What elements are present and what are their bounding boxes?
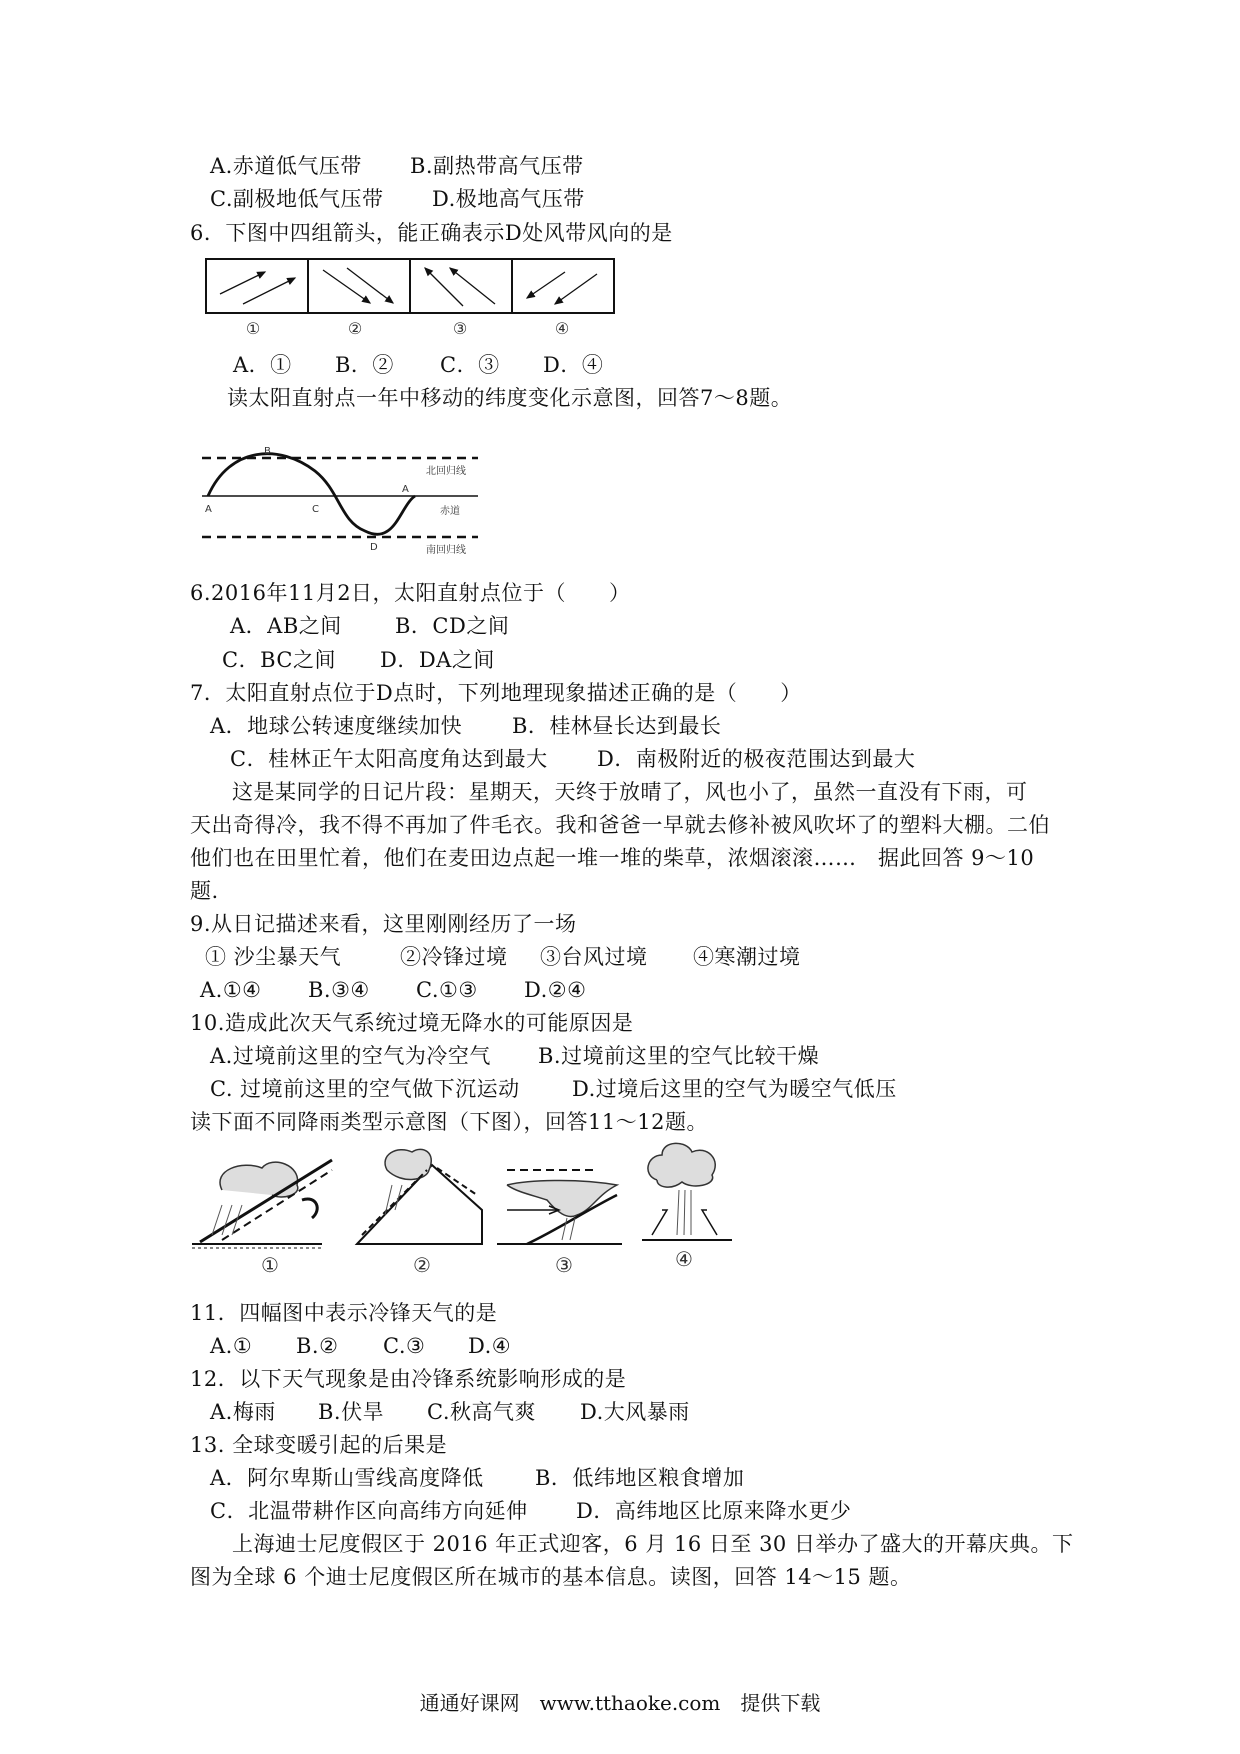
- q10-option-b: B.过境前这里的空气比较干燥: [538, 1044, 820, 1068]
- q6b-option-a: A．AB之间: [230, 614, 342, 638]
- intro-14-15-line-1: 上海迪士尼度假区于 2016 年正式迎客，6 月 16 日至 30 日举办了盛大的开幕庆典。下: [232, 1532, 1074, 1556]
- rain-label-1: ①: [261, 1253, 279, 1277]
- rain-panel-4: [642, 1143, 732, 1240]
- point-a-right: A: [402, 484, 409, 495]
- q9-option-d: D.②④: [524, 978, 587, 1002]
- panel-label-3: ③: [452, 319, 468, 338]
- q7-option-a: A．地球公转速度继续加快: [210, 714, 463, 738]
- q9-stem: 9.从日记描述来看，这里刚刚经历了一场: [190, 912, 577, 936]
- sun-path-curve: [208, 454, 415, 535]
- arrow-4a: [527, 272, 565, 298]
- q6-option-c: C．③: [440, 353, 500, 377]
- q11-option-c: C.③: [383, 1334, 426, 1358]
- q13-option-d: D．高纬地区比原来降水更少: [576, 1499, 852, 1523]
- q12-option-d: D.大风暴雨: [580, 1400, 690, 1424]
- q6b-option-b: B．CD之间: [395, 614, 510, 638]
- panel-label-2: ②: [347, 319, 363, 338]
- page-footer: 通通好课网 www.tthaoke.com 提供下载: [419, 1691, 821, 1715]
- rain-panel-3: [497, 1170, 622, 1244]
- tropic-north-label: 北回归线: [426, 466, 466, 477]
- q11-option-d: D.④: [468, 1334, 512, 1358]
- diary-line-4: 题.: [190, 879, 219, 903]
- wind-arrow-figure: [205, 258, 615, 340]
- q10-option-a: A.过境前这里的空气为冷空气: [210, 1044, 491, 1068]
- q6b-option-d: D．DA之间: [380, 648, 495, 672]
- q6-option-b: B．②: [335, 353, 394, 377]
- point-d: D: [370, 542, 378, 553]
- rainfall-types-figure: [192, 1140, 812, 1280]
- q6-option-d: D．④: [543, 353, 604, 377]
- sun-latitude-diagram: [200, 436, 485, 556]
- point-a-left: A: [205, 504, 212, 515]
- q9-item-3: ③台风过境: [540, 945, 648, 969]
- q5-option-d: D.极地高气压带: [432, 187, 585, 211]
- q9-option-c: C.①③: [416, 978, 478, 1002]
- q10-option-d: D.过境后这里的空气为暖空气低压: [572, 1077, 897, 1101]
- arrow-4b: [555, 274, 597, 304]
- rain-label-2: ②: [413, 1253, 431, 1277]
- arrow-2b: [347, 268, 393, 303]
- point-c: C: [312, 504, 319, 515]
- q5-option-a: A.赤道低气压带: [210, 154, 362, 178]
- rain-panel-1: [192, 1160, 332, 1248]
- q10-stem: 10.造成此次天气系统过境无降水的可能原因是: [190, 1011, 634, 1035]
- q11-option-a: A.①: [210, 1334, 253, 1358]
- intro-11-12: 读下面不同降雨类型示意图（下图），回答11～12题。: [190, 1110, 708, 1134]
- q9-item-2: ②冷锋过境: [400, 945, 508, 969]
- arrow-2a: [323, 270, 370, 303]
- panel-label-4: ④: [554, 319, 570, 338]
- diary-line-1: 这是某同学的日记片段：星期天，天终于放晴了，风也小了，虽然一直没有下雨，可: [232, 780, 1028, 804]
- intro-7-8: 读太阳直射点一年中移动的纬度变化示意图，回答7～8题。: [227, 386, 793, 410]
- q5-option-b: B.副热带高气压带: [410, 154, 584, 178]
- q13-option-a: A．阿尔卑斯山雪线高度降低: [210, 1466, 484, 1490]
- q7-option-b: B．桂林昼长达到最长: [512, 714, 722, 738]
- arrow-3b: [450, 268, 495, 304]
- q9-item-4: ④寒潮过境: [693, 945, 801, 969]
- point-b: B: [264, 446, 271, 457]
- diary-line-3: 他们也在田里忙着，他们在麦田边点起一堆一堆的柴草，浓烟滚滚…… 据此回答 9～10: [190, 846, 1035, 870]
- q12-option-b: B.伏旱: [318, 1400, 385, 1424]
- q12-option-c: C.秋高气爽: [427, 1400, 536, 1424]
- q9-option-a: A.①④: [200, 978, 262, 1002]
- arrow-1a: [220, 272, 265, 294]
- q13-stem: 13. 全球变暖引起的后果是: [190, 1433, 448, 1457]
- q12-stem: 12．以下天气现象是由冷锋系统影响形成的是: [190, 1367, 627, 1391]
- intro-14-15-line-2: 图为全球 6 个迪士尼度假区所在城市的基本信息。读图，回答 14～15 题。: [190, 1565, 912, 1589]
- diary-line-2: 天出奇得冷，我不得不再加了件毛衣。我和爸爸一早就去修补被风吹坏了的塑料大棚。二伯: [190, 813, 1050, 837]
- q9-item-1: ① 沙尘暴天气: [205, 945, 342, 969]
- rain-panel-2: [357, 1149, 482, 1244]
- q12-option-a: A.梅雨: [210, 1400, 276, 1424]
- q13-option-b: B．低纬地区粮食增加: [535, 1466, 745, 1490]
- panel-label-1: ①: [245, 319, 261, 338]
- q6-option-a: A．①: [233, 353, 292, 377]
- tropic-south-label: 南回归线: [426, 545, 466, 556]
- q7-stem: 7．太阳直射点位于D点时，下列地理现象描述正确的是（ ）: [190, 681, 802, 705]
- arrow-1b: [243, 278, 295, 304]
- q11-option-b: B.②: [296, 1334, 339, 1358]
- q6-stem: 6．下图中四组箭头，能正确表示D处风带风向的是: [190, 221, 673, 245]
- q13-option-c: C．北温带耕作区向高纬方向延伸: [210, 1499, 528, 1523]
- q9-option-b: B.③④: [308, 978, 370, 1002]
- q5-option-c: C.副极地低气压带: [210, 187, 384, 211]
- q6b-stem: 6.2016年11月2日，太阳直射点位于（ ）: [190, 581, 631, 605]
- q6b-option-c: C．BC之间: [222, 648, 336, 672]
- q7-option-d: D．南极附近的极夜范围达到最大: [597, 747, 916, 771]
- q11-stem: 11．四幅图中表示冷锋天气的是: [190, 1301, 498, 1325]
- q7-option-c: C．桂林正午太阳高度角达到最大: [230, 747, 548, 771]
- rain-label-4: ④: [675, 1247, 693, 1271]
- rain-label-3: ③: [555, 1253, 573, 1277]
- equator-label: 赤道: [440, 506, 460, 517]
- q10-option-c: C. 过境前这里的空气做下沉运动: [210, 1077, 520, 1101]
